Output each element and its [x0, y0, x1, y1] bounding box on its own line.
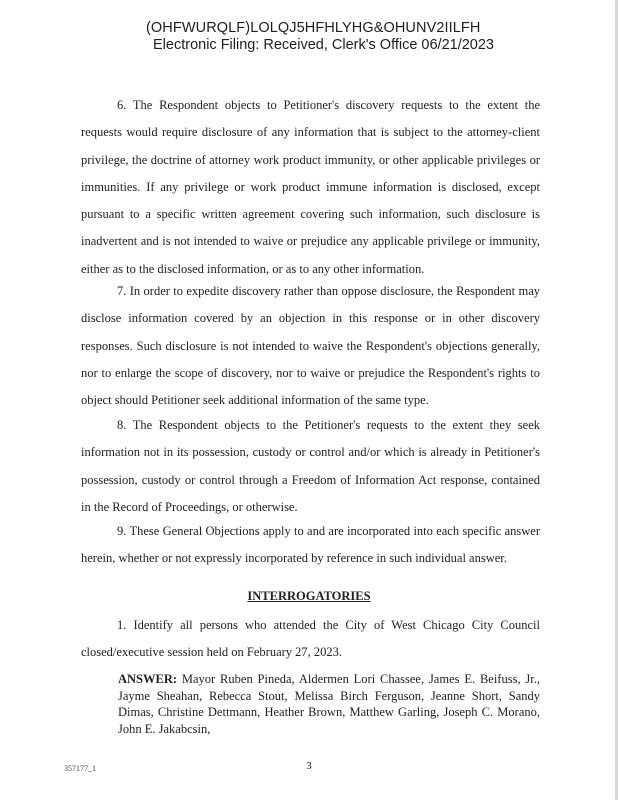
interrogatories-heading: INTERROGATORIES — [247, 589, 371, 603]
interrogatory-1: 1. Identify all persons who attended the City of West Chicago City Council closed/executive session held on February 27, 2023. — [81, 618, 540, 660]
header-garbled-stamp: (OHFWURQLF)LOLQJ5HFHLYHG&OHUNV2IILFH — [146, 20, 481, 36]
interrogatory-1-answer — [118, 671, 540, 737]
header-filing-stamp: Electronic Filing: Received, Clerk's Office 06/21/2023 — [153, 37, 494, 53]
footer-document-id: 357177_1 — [64, 764, 96, 773]
answer-label: ANSWER: — [118, 672, 178, 686]
paragraph-7: 7. In order to expedite discovery rather than oppose disclosure, the Respondent may disclose information covered by an objection in this response or in other discovery responses. Such disclosure is not intended to waive the Respondent's objections generally, nor to enlarge the scope of discovery, nor to waive or prejudice the Respondent's rights to object should Petitioner seek additional information of the same type. — [81, 284, 540, 408]
paragraph-8: 8. The Respondent objects to the Petitioner's requests to the extent they seek information not in its possession, custody or control and/or which is already in Petitioner's possession, custody or control through a Freedom of Information Act response, contained in the Record of Proceedings, or otherwise. — [81, 418, 540, 514]
answer-text: Mayor Ruben Pineda, Aldermen Lori Chassee, James E. Beifuss, Jr., Jayme Sheahan, Rebecca Stout, Melissa Birch Ferguson, Jeanne Short, Sandy Dimas, Christine Dettmann, Heather Brown, Matthew Garling, Joseph C. Morano, John E. Jakabcsin, — [118, 672, 540, 736]
paragraph-9: 9. These General Objections apply to and are incorporated into each specific answer herein, whether or not expressly incorporated by reference in such individual answer. — [81, 524, 540, 566]
paragraph-6: 6. The Respondent objects to Petitioner's discovery requests to the extent the requests would require disclosure of any information that is subject to the attorney-client privilege, the doctrine of attorney work product immunity, or other applicable privileges or immunities. If any privilege or work product immune information is disclosed, except pursuant to a specific written agreement covering such information, such disclosure is inadvertent and is not intended to waive or prejudice any applicable privilege or immunity, either as to the disclosed information, or as to any other information. — [81, 98, 540, 276]
page-number: 3 — [306, 760, 312, 772]
